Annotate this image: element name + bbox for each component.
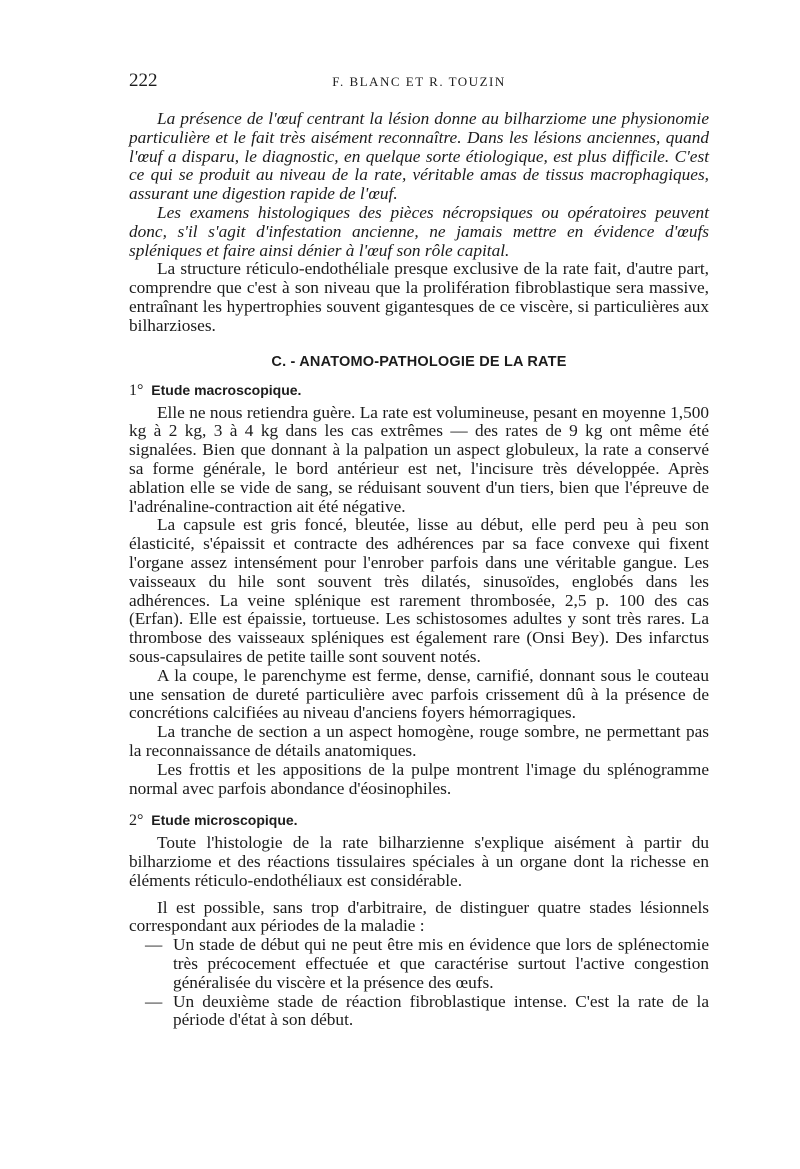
page-number: 222 xyxy=(129,70,158,91)
list-item-text: Un stade de début qui ne peut être mis en évidence que lors de splénectomie très précocement effectuée et que caractérise surtout l'active congestion généralisée du viscère et la présence des œufs. xyxy=(173,935,709,992)
macro-paragraph-4: La tranche de section a un aspect homogène, rouge sombre, ne permettant pas la reconnaissance de détails anatomiques. xyxy=(129,722,709,760)
intro-paragraph-2: Les examens histologiques des pièces nécropsiques ou opératoires peuvent donc, s'il s'agit d'infestation ancienne, ne jamais mettre en évidence d'œufs spléniques et faire ainsi dénier à l'œuf son rôle capital. xyxy=(129,202,709,260)
macro-paragraph-1: Elle ne nous retiendra guère. La rate est volumineuse, pesant en moyenne 1,500 kg à 2 kg, 3 à 4 kg dans les cas extrêmes — des rates de 9 kg ont même été signalées. Bien que donnant à la palpation un aspect globuleux, la rate a conservé sa forme générale, le bord antérieur est net, l'incisure très développée. Après ablation elle se vide de sang, se réduisant souvent d'un tiers, bien que l'épreuve de l'adrénaline-contraction ait été négative. xyxy=(129,402,709,516)
subsection-title: Etude macroscopique. xyxy=(151,381,302,398)
micro-paragraph-1: Toute l'histologie de la rate bilharzienne s'explique aisément à partir du bilharziome et des réactions tissulaires spéciales à un organe dont la richesse en éléments réticulo-endothéliaux est considérable. xyxy=(129,833,709,890)
intro-paragraph-1: La présence de l'œuf centrant la lésion donne au bilharziome une physionomie particulière et le fait très aisément reconnaître. Dans les lésions anciennes, quand l'œuf a disparu, le diagnostic, en quelque sorte étiologique, est plus difficile. C'est ce qui se produit au niveau de la rate, véritable amas de tissus macrophagiques, assurant une digestion rapide de l'œuf. xyxy=(129,109,709,204)
subsection-title: Etude microscopique. xyxy=(151,812,298,829)
list-item xyxy=(129,993,709,1031)
subsection-heading-microscopic xyxy=(129,812,709,830)
page-body xyxy=(129,70,709,1030)
running-head-authors: F. BLANC ET R. TOUZIN xyxy=(332,74,506,89)
subsection-heading-macroscopic xyxy=(129,382,709,400)
subsection-number: 2° xyxy=(129,812,144,830)
section-title: C. - ANATOMO-PATHOLOGIE DE LA RATE xyxy=(271,353,567,370)
macro-paragraph-5: Les frottis et les appositions de la pulpe montrent l'image du splénogramme normal avec parfois abondance d'éosinophiles. xyxy=(129,759,709,798)
dash-marker: — xyxy=(145,991,163,1011)
macro-paragraph-3: A la coupe, le parenchyme est ferme, dense, carnifié, donnant sous le couteau une sensation de dureté particulière avec parfois crissement dû à la présence de concrétions calcifiées au niveau d'anciens foyers hémorragiques. xyxy=(129,665,709,723)
list-item xyxy=(129,936,709,992)
running-head xyxy=(129,70,709,98)
dash-marker: — xyxy=(145,935,163,955)
micro-paragraph-2: Il est possible, sans trop d'arbitraire, de distinguer quatre stades lésionnels correspondant aux périodes de la maladie : xyxy=(129,897,709,936)
list-item-text: Un deuxième stade de réaction fibroblastique intense. C'est la rate de la période d'état à son début. xyxy=(173,991,709,1030)
macro-paragraph-2: La capsule est gris foncé, bleutée, lisse au début, elle perd peu à peu son élasticité, s'épaissit et contracte des adhérences par sa face convexe qui fixent l'organe assez intensément pour l'enrober parfois dans une véritable gangue. Les vaisseaux du hile sont souvent très dilatés, sinusoïdes, englobés dans les adhérences. La veine splénique est rarement thrombosée, 2,5 p. 100 des cas (Erfan). Elle est épaissie, tortueuse. Les schistosomes adultes y sont très rares. La thrombose des vaisseaux spléniques est également rare (Onsi Bey). Des infarctus sous-capsulaires de petite taille sont souvent notés. xyxy=(129,515,709,666)
intro-paragraph-3: La structure réticulo-endothéliale presque exclusive de la rate fait, d'autre part, comprendre que c'est à son niveau que la prolifération fibroblastique sera massive, entraînant les hypertrophies souvent gigantesques de ce viscère, si particulières aux bilharzioses. xyxy=(129,259,709,335)
subsection-number: 1° xyxy=(129,381,144,399)
